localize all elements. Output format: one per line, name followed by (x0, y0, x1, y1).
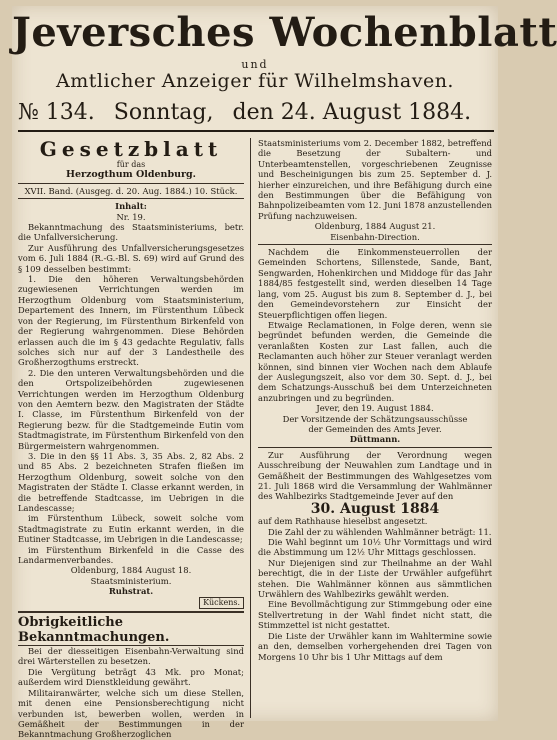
paragraph: Staatsministeriums vom 2. December 1882, betreffend die Besetzung der Subaltern- und Unterbeamtenstellen, vorgeschriebenen Zeugnisse und Bescheinigungen bis zum 25. September d. J. hierher einzureichen, und ihre Befähigung durch eine den Bestimmungen über die Befähigung von Bahnpolizeibeamten vom 12. Juni 1878 anzustellenden Prüfung nachzuweisen. (258, 138, 492, 221)
paragraph: Die Liste der Urwähler kann im Wahltermine sowie an den, demselben vorhergehenden drei Tagen von Morgens 10 Uhr bis 1 Uhr Mittags auf dem (258, 630, 492, 662)
paragraph: Die Vergütung beträgt 43 Mk. pro Monat; außerdem wird Dienstkleidung gewährt. (18, 666, 244, 688)
paragraph: Etwaige Reclamationen, in Folge deren, wenn sie begründet befunden werden, die Gemeinde die veranlaßten Kosten zur Last fallen, auch die Reclamanten auch höher zur Steuer veranlagt werden können, sind binnen vier Wochen nach dem Ablaufe der Auslegungszeit, also vor dem 30. Sept. d. J., bei dem Schatzungs-Ausschuß bei dem Unterzeichneten anzubringen und zu begründen. (258, 319, 492, 403)
dateline (18, 98, 494, 132)
divider (258, 244, 492, 245)
paragraph: Die Wahl beginnt um 10½ Uhr Vormittags und wird die Abstimmung um 12½ Uhr Mittags geschlossen. (258, 537, 492, 558)
newspaper-subtitle: Amtlicher Anzeiger für Wilhelmshaven. (56, 70, 454, 92)
masthead-und: und (241, 58, 269, 71)
divider (18, 611, 244, 613)
gesetz-number: Nr. 19. (116, 211, 146, 222)
newspaper-title: Jeversches Wochenblatt (12, 9, 557, 56)
notices-heading: Obrigkeitliche Bekanntmachungen. (18, 615, 244, 646)
paragraph: im Fürstenthum Lübeck, soweit solche vom Stadtmagistrate zu Eutin erkannt werden, in die Eutiner Stadtcasse, im Uebrigen in die Landescasse; (18, 513, 244, 545)
gesetzblatt-state: Herzogthum Oldenburg. (66, 169, 196, 181)
issue-number: № 134. (18, 100, 95, 125)
signature-office: Eisenbahn-Direction. (330, 231, 420, 242)
paragraph: Die Zahl der zu wählenden Wahlmänner beträgt: 11. (268, 526, 492, 537)
signature-name: Ruhstrat. (108, 586, 154, 597)
paragraph: Zur Ausführung der Verordnung wegen Ausschreibung der Neuwahlen zum Landtage und in Gemäßheit der Bestimmungen des Wahlgesetzes vom 21. Juli 1868 wird die Versammlung der Wahlmänner des Wahlbezirks Stadtgemeinde Jever auf den (258, 449, 492, 502)
signature-office: Der Vorsitzende der Schätzungsausschüsse (282, 413, 468, 424)
stamp-kueckens: Kückens. (199, 597, 244, 609)
signature-place: Oldenburg, 1884 August 18. (70, 565, 192, 576)
divider (18, 183, 244, 184)
signature-office: der Gemeinden des Amts Jever. (308, 423, 442, 434)
right-column (258, 138, 492, 662)
paragraph: Zur Ausführung des Unfallversicherungsgesetzes vom 6. Juli 1884 (R.-G.-Bl. S. 69) wird auf Grund des § 109 desselben bestimmt: (18, 242, 244, 274)
signature-place: Jever, den 19. August 1884. (316, 403, 434, 414)
inhalt-heading: Inhalt: (115, 201, 147, 212)
paragraph: Nur Diejenigen sind zur Theilnahme an der Wahl berechtigt, die in der Liste der Urwähler aufgeführt stehen. Die Wahlmänner können aus sämmtlichen Urwählern des Wahlbezirks gewählt werden. (258, 557, 492, 600)
paragraph: im Fürstenthum Birkenfeld in die Casse des Landarmenverbandes. (18, 544, 244, 566)
gesetzblatt-band: XVII. Band. (Ausgeg. d. 20. Aug. 1884.) 10. Stück. (24, 185, 238, 196)
paragraph: 1. Die den höheren Verwaltungsbehörden zugewiesenen Verrichtungen werden im Herzogthum Oldenburg vom Staatsministerium, Departement des Innern, im Fürstenthum Lübeck von der Regierung, im Fürstenthum Birkenfeld von der Regierung wahrgenommen. Diese Behörden erlassen auch die im § 43 gedachte Regulativ, falls solches sich nur auf der 3 Landestheile des Großherzogthums erstreckt. (18, 274, 244, 368)
issue-date: den 24. August 1884. (232, 100, 472, 125)
newspaper-page (12, 6, 557, 740)
column-divider (250, 138, 251, 718)
paragraph: Militairanwärter, welche sich um diese Stellen, mit denen eine Pensionsberechtigung nicht verbunden ist, bewerben wollen, werden in Gemäßheit der Bestimmungen in der Bekanntmachung Großherzoglichen (18, 687, 244, 740)
divider (258, 447, 492, 448)
left-column (18, 138, 244, 740)
election-date: 30. August 1884 (310, 500, 440, 517)
paragraph: Bekanntmachung des Staatsministeriums, betr. die Unfallversicherung. (18, 222, 244, 243)
gesetzblatt-title: Gesetzblatt (39, 137, 223, 161)
divider (18, 198, 244, 199)
paragraph: auf dem Rathhause hieselbst angesetzt. (258, 516, 428, 527)
paragraph: 3. Die in den §§ 11 Abs. 3, 35 Abs. 2, 82 Abs. 2 und 85 Abs. 2 bezeichneten Strafen fließen im Herzogthum Oldenburg, soweit solche von den Magistraten der Städte I. Classe erkannt werden, in die betreffende Stadtcasse, im Uebrigen in die Landescasse; (18, 450, 244, 513)
paragraph: 2. Die den unteren Verwaltungsbehörden und die den Ortspolizeibehörden zugewiesenen Verrichtungen werden im Herzogthum Oldenburg von den Aemtern bezw. den Magistraten der Städte I. Classe, im Fürstenthum Birkenfeld von der Regierung bezw. für die Stadtgemeinde Eutin vom Stadtmagistrate, im Fürstenthum Birkenfeld von den Bürgermeistern wahrgenommen. (18, 367, 244, 451)
paragraph: Nachdem die Einkommensteuerrollen der Gemeinden Schortens, Sillenstede, Sande, Bant, Sengwarden, Hohenkirchen und Middoge für das Jahr 1884/85 festgestellt sind, werden dieselben 14 Tage lang, vom 25. August bis zum 8. September d. J., bei den Gemeindevorstehern zur Einsicht der Steuerpflichtigen offen liegen. (258, 247, 492, 320)
signature-name: Düttmann. (349, 434, 401, 445)
paragraph: Bei der diesseitigen Eisenbahn-Verwaltung sind drei Wärterstellen zu besetzen. (18, 646, 244, 667)
paragraph: Eine Bevollmächtigung zur Stimmgebung oder eine Stellvertretung in der Wahl findet nicht statt, die Stimmzettel ist nicht gestattet. (258, 599, 492, 631)
gesetzblatt-fuer: für das (116, 160, 146, 169)
issue-weekday: Sonntag, (113, 100, 214, 125)
signature-place: Oldenburg, 1884 August 21. (314, 221, 436, 232)
signature-office: Staatsministerium. (90, 575, 172, 586)
